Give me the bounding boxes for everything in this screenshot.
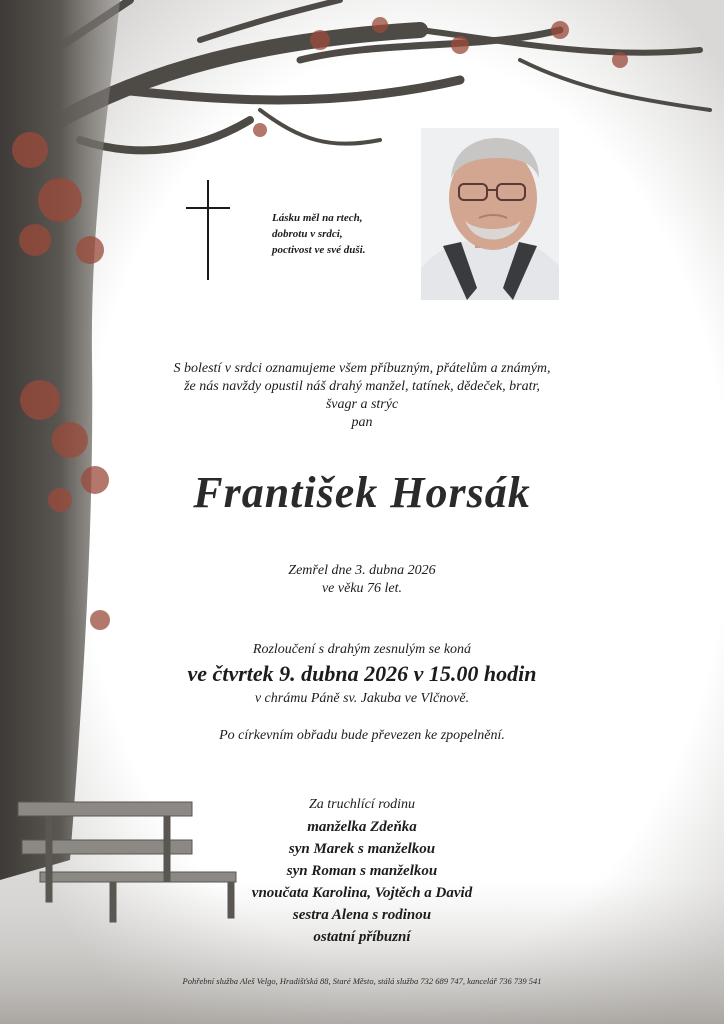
funeral-service-footer: Pohřební služba Aleš Velgo, Hradišťská 88, Staré Město, stálá služba 732 689 747, kancelář 736 739 541 (182, 976, 542, 986)
mourner-item: manželka Zdeňka (307, 819, 417, 835)
farewell-datetime: ve čtvrtek 9. dubna 2026 v 15.00 hodin (187, 661, 537, 686)
death-date: Zemřel dne 3. dubna 2026 (288, 563, 436, 578)
death-age: ve věku 76 let. (321, 581, 403, 596)
mourners-intro: Za truchlící rodinu (308, 797, 416, 812)
mourner-item: vnoučata Karolina, Vojtěch a David (251, 885, 473, 901)
intro-line: že nás navždy opustil náš drahý manžel, tatínek, dědeček, bratr, (184, 379, 540, 394)
intro-line: pan (351, 415, 373, 430)
deceased-name: František Horsák (193, 468, 531, 517)
motto-line: poctivost ve své duši. (272, 244, 366, 256)
motto-line: dobrotu v srdci, (272, 228, 343, 240)
motto-line: Lásku měl na rtech, (272, 212, 363, 224)
portrait-photo (421, 128, 559, 300)
farewell-intro: Rozloučení s drahým zesnulým se koná (252, 642, 472, 657)
mourners-list (0, 816, 724, 948)
cremation-note: Po církevním obřadu bude převezen ke zpopelnění. (219, 728, 505, 743)
death-info (0, 562, 724, 598)
mourner-item: ostatní příbuzní (313, 929, 411, 945)
mourner-item: syn Marek s manželkou (288, 841, 436, 857)
announcement-intro (0, 360, 724, 432)
mourner-item: syn Roman s manželkou (286, 863, 438, 879)
intro-line: švagr a strýc (325, 397, 399, 412)
intro-line: S bolestí v srdci oznamujeme všem příbuzným, přátelům a známým, (173, 361, 551, 376)
mourner-item: sestra Alena s rodinou (292, 907, 432, 923)
motto (272, 210, 365, 258)
cross-icon (186, 180, 230, 280)
farewell-place: v chrámu Páně sv. Jakuba ve Vlčnově. (254, 691, 470, 706)
